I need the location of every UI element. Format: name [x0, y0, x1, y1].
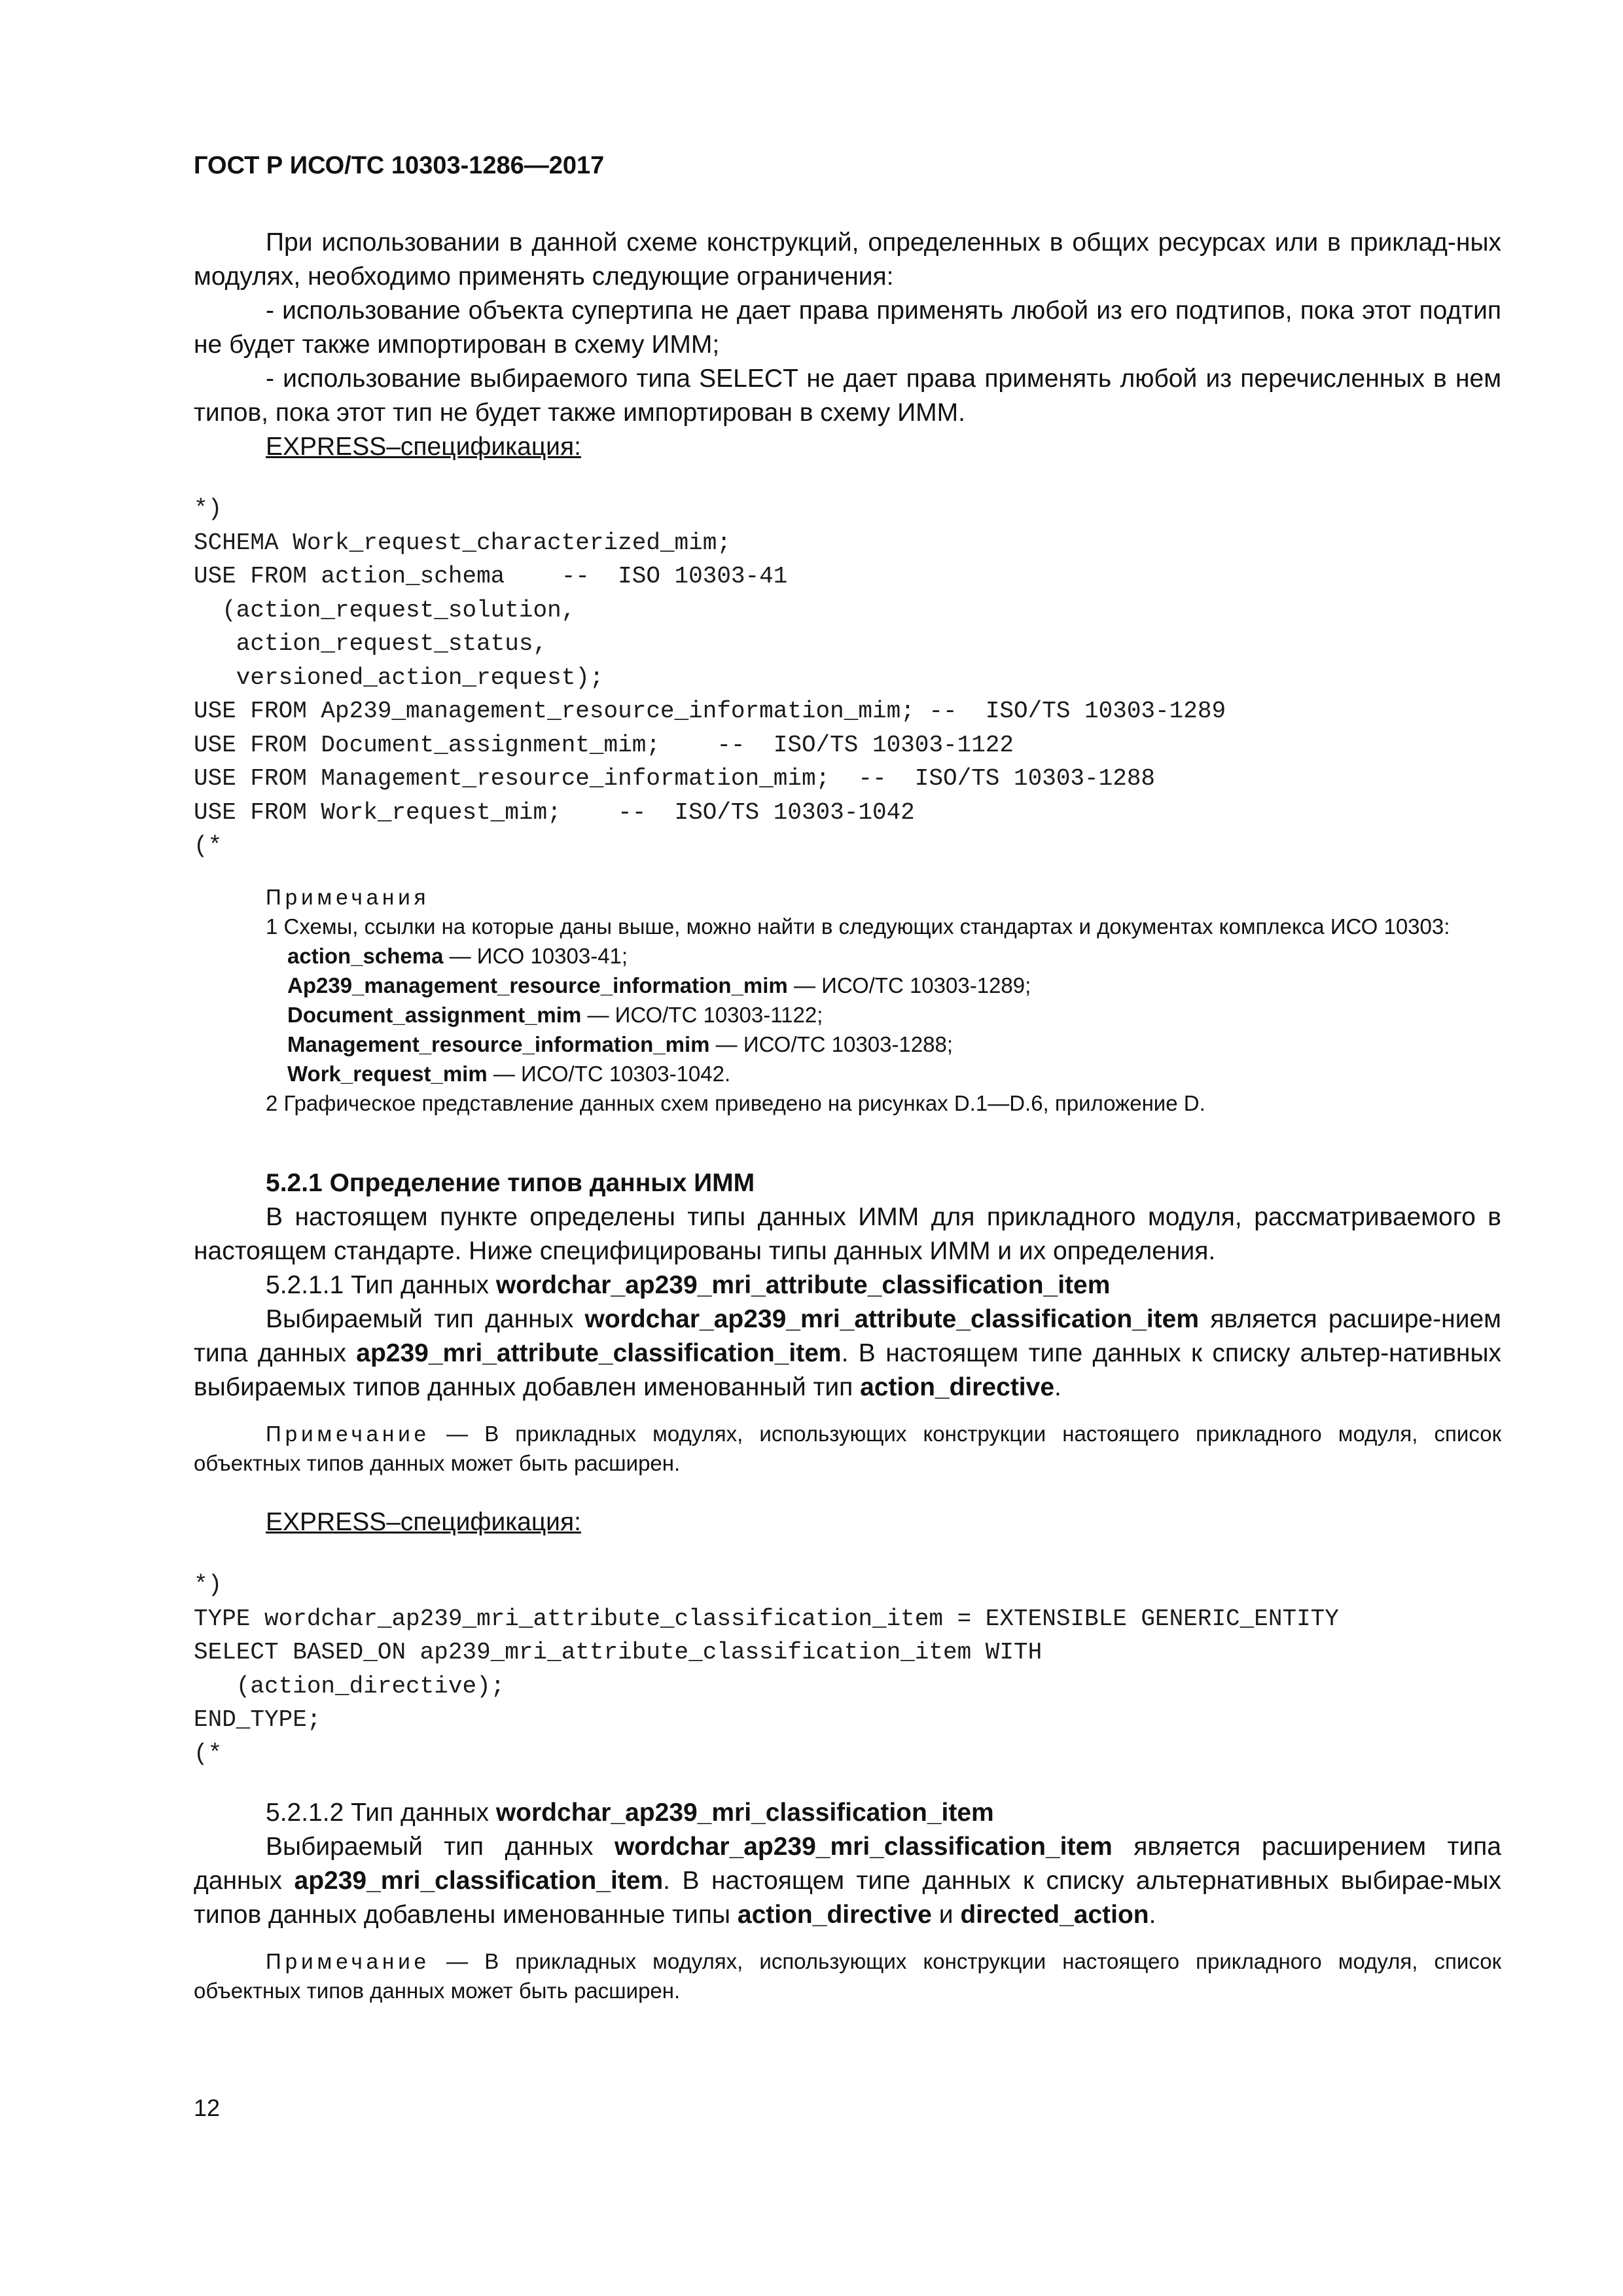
- intro-section: [194, 226, 1501, 464]
- subsection-5-2-1-2-text: [194, 1830, 1501, 1932]
- s2-t4: ap239_mri_classification_item: [294, 1867, 664, 1895]
- s2-t1: Выбираемый тип данных: [266, 1833, 615, 1861]
- code-line: USE FROM Ap239_management_resource_information_mim; -- ISO/TS 10303-1289: [194, 698, 1226, 725]
- s2-t2: wordchar_ap239_mri_classification_item: [614, 1833, 1113, 1861]
- code-line: SCHEMA Work_request_characterized_mim;: [194, 529, 731, 556]
- scheme-name: Ap239_management_resource_information_mim: [287, 973, 788, 997]
- code-line: (*: [194, 1740, 223, 1767]
- express-label-2-text: EXPRESS–спецификация:: [266, 1508, 581, 1536]
- code-line: USE FROM Work_request_mim; -- ISO/TS 10303-1042: [194, 798, 915, 826]
- subsection-5-2-1-2-title: [194, 1796, 1501, 1830]
- note-5-2-1-1: [194, 1419, 1501, 1478]
- s1-t3: является расшире-нием типа данных: [194, 1305, 1501, 1367]
- s2-t7: и: [931, 1901, 961, 1929]
- code-line: (action_directive);: [194, 1672, 505, 1700]
- scheme-ref: — ИСО 10303-41;: [443, 944, 628, 968]
- s1-name: wordchar_ap239_mri_attribute_classification_item: [495, 1271, 1111, 1299]
- code-line: *): [194, 1571, 223, 1598]
- s2-t3: является расширением типа данных: [194, 1833, 1501, 1895]
- section-5-2-1: [194, 1166, 1501, 1539]
- code-line: (*: [194, 833, 223, 859]
- s1-prefix: 5.2.1.1 Тип данных: [266, 1271, 496, 1299]
- express-label-text: EXPRESS–спецификация:: [266, 433, 581, 461]
- scheme-ref: — ИСО/ТС 10303-1042.: [487, 1062, 731, 1086]
- code-line: (action_request_solution,: [194, 596, 576, 624]
- scheme-item: [194, 1059, 1501, 1088]
- code-line: USE FROM action_schema -- ISO 10303-41: [194, 563, 788, 590]
- code-line: action_request_status,: [194, 630, 548, 657]
- s2-t6: action_directive: [737, 1901, 932, 1929]
- s2-t8: directed_action: [960, 1901, 1149, 1929]
- subsection-5-2-1-1-text: [194, 1302, 1501, 1405]
- s1-t5: . В настоящем типе данных к списку альтер-нативных выбираемых типов данных добавлен именованный тип: [194, 1339, 1501, 1401]
- subsection-5-2-1-1-title: [194, 1268, 1501, 1302]
- scheme-name: Management_resource_information_mim: [287, 1032, 710, 1056]
- note-1: 1 Схемы, ссылки на которые даны выше, можно найти в следующих стандартах и документах комплекса ИСО 10303:: [266, 914, 1450, 939]
- intro-paragraph: При использовании в данной схеме конструкций, определенных в общих ресурсах или в приклад-ных модулях, необходимо применять следующие ограничения:: [194, 228, 1501, 291]
- express-label-2: [194, 1505, 1501, 1539]
- note-label: Примечание: [266, 1422, 431, 1446]
- s1-t1: Выбираемый тип данных: [266, 1305, 585, 1333]
- code-line: END_TYPE;: [194, 1706, 321, 1733]
- notes-title: Примечания: [266, 885, 430, 909]
- s1-t4: ap239_mri_attribute_classification_item: [356, 1339, 842, 1367]
- note-text: — В прикладных модулях, использующих конструкции настоящего прикладного модуля, список объектных типов данных может быть расширен.: [194, 1422, 1501, 1475]
- scheme-item: [194, 1000, 1501, 1030]
- scheme-item: [194, 1030, 1501, 1059]
- code-line: versioned_action_request);: [194, 664, 604, 691]
- note-label-2: Примечание: [266, 1949, 431, 1973]
- document-header: ГОСТ Р ИСО/ТС 10303-1286—2017: [194, 152, 605, 179]
- scheme-name: Work_request_mim: [287, 1062, 488, 1086]
- restriction-1: - использование объекта супертипа не дает права применять любой из его подтипов, пока этот подтип не будет также импортирован в схему ИММ;: [194, 296, 1501, 359]
- code-block-type: [194, 1568, 1339, 1770]
- section-heading: 5.2.1 Определение типов данных ИММ: [266, 1169, 755, 1197]
- code-line: *): [194, 495, 223, 522]
- code-block-schema: [194, 492, 1226, 863]
- s2-prefix: 5.2.1.2 Тип данных: [266, 1799, 496, 1827]
- code-line: TYPE wordchar_ap239_mri_attribute_classification_item = EXTENSIBLE GENERIC_ENTITY: [194, 1605, 1339, 1632]
- s2-name: wordchar_ap239_mri_classification_item: [495, 1799, 994, 1827]
- s1-t6: action_directive: [860, 1373, 1055, 1401]
- scheme-item: [194, 971, 1501, 1000]
- note-5-2-1-2: [194, 1946, 1501, 2005]
- code-line: SELECT BASED_ON ap239_mri_attribute_classification_item WITH: [194, 1639, 1043, 1666]
- scheme-item: [194, 941, 1501, 971]
- page-number: 12: [194, 2094, 221, 2121]
- scheme-name: action_schema: [287, 944, 444, 968]
- note-2: 2 Графическое представление данных схем приведено на рисунках D.1—D.6, приложение D.: [266, 1091, 1205, 1115]
- s2-t5: . В настоящем типе данных к списку альтернативных выбирае-мых типов данных добавлены именованные типы: [194, 1867, 1501, 1929]
- code-line: USE FROM Management_resource_information_mim; -- ISO/TS 10303-1288: [194, 765, 1156, 792]
- scheme-list: [194, 941, 1501, 1088]
- scheme-name: Document_assignment_mim: [287, 1003, 582, 1027]
- s2-t9: .: [1149, 1901, 1156, 1929]
- notes-section: [194, 882, 1501, 1118]
- section-5-2-1-2: [194, 1796, 1501, 2005]
- scheme-ref: — ИСО/ТС 10303-1288;: [709, 1032, 954, 1056]
- scheme-ref: — ИСО/ТС 10303-1289;: [787, 973, 1031, 997]
- restriction-2: - использование выбираемого типа SELECT не дает права применять любой из перечисленных в нем типов, пока этот тип не будет также импортирован в схему ИММ.: [194, 365, 1501, 427]
- s1-t7: .: [1054, 1373, 1061, 1401]
- s1-t2: wordchar_ap239_mri_attribute_classification_item: [584, 1305, 1200, 1333]
- code-line: USE FROM Document_assignment_mim; -- ISO/TS 10303-1122: [194, 731, 1014, 759]
- scheme-ref: — ИСО/ТС 10303-1122;: [581, 1003, 823, 1027]
- express-label: [194, 430, 1501, 464]
- section-intro: В настоящем пункте определены типы данных ИММ для прикладного модуля, рассматриваемого в настоящем стандарте. Ниже специфицированы типы данных ИММ и их определения.: [194, 1203, 1501, 1265]
- note-text-2: — В прикладных модулях, использующих конструкции настоящего прикладного модуля, список объектных типов данных может быть расширен.: [194, 1949, 1501, 2003]
